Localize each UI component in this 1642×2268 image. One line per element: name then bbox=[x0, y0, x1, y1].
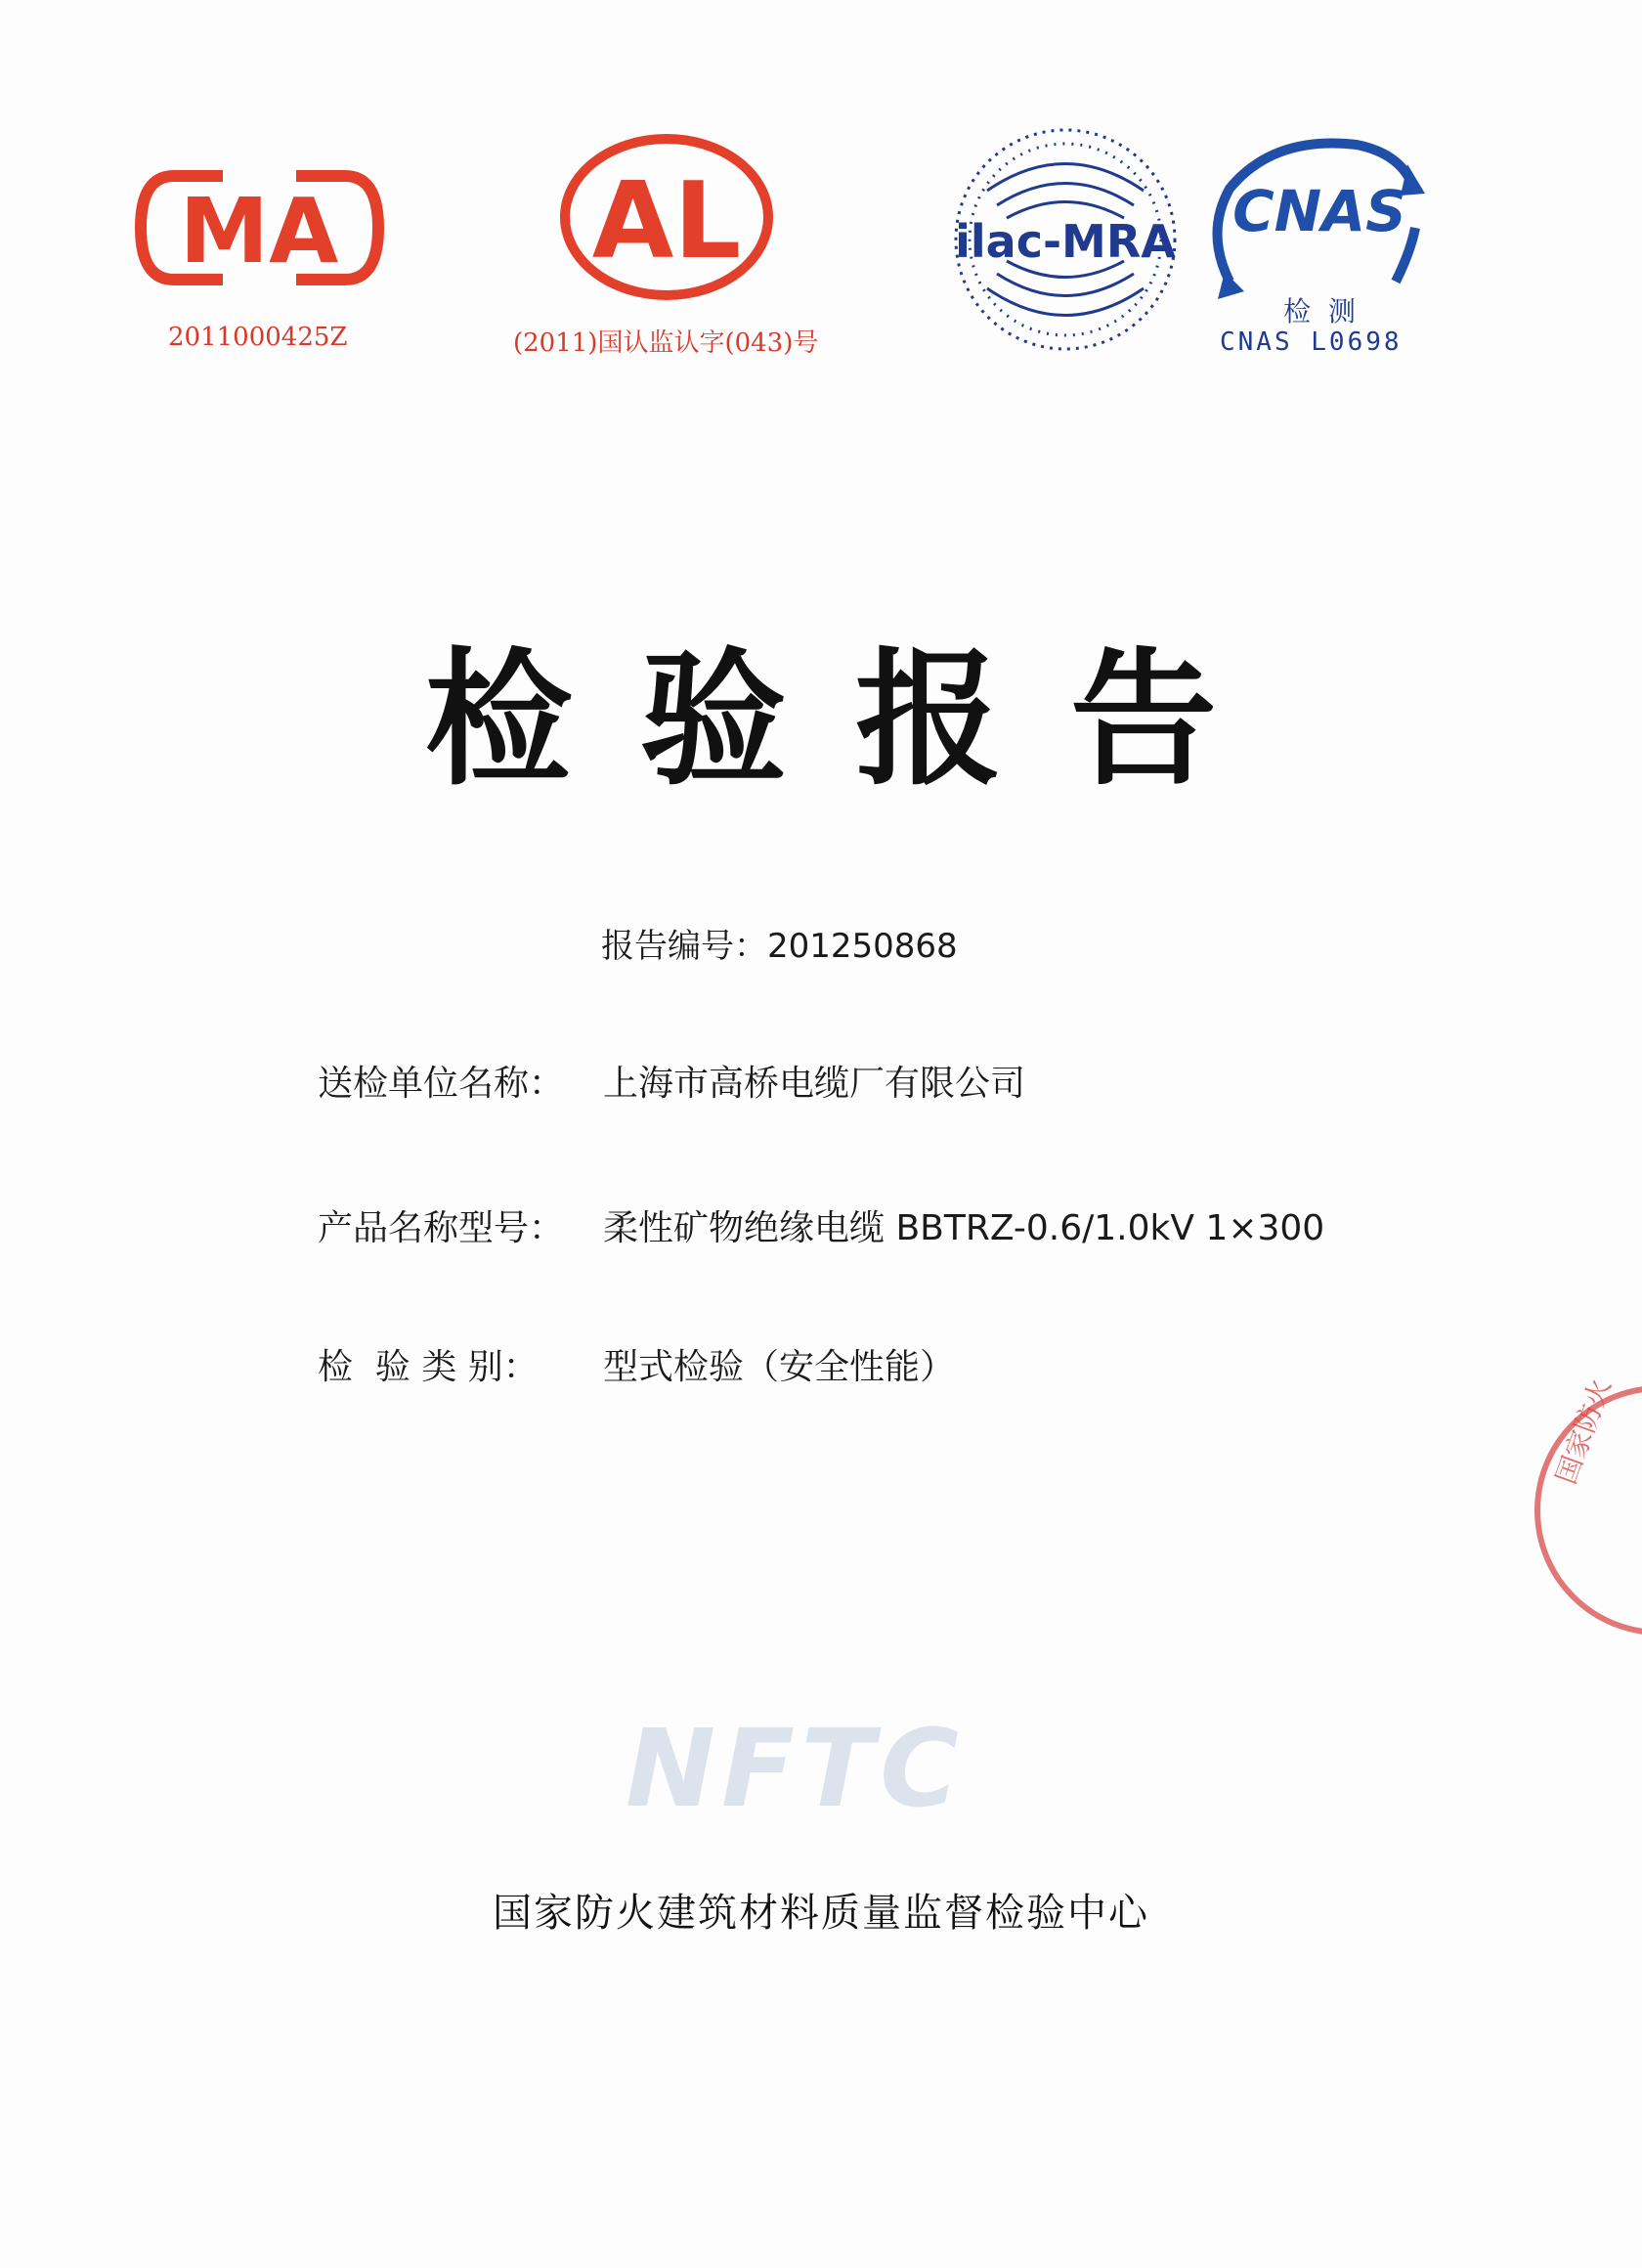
cnas-logo bbox=[1200, 135, 1425, 330]
field-client-label: 送检单位名称： bbox=[318, 1064, 565, 1104]
ilac-mra-logo bbox=[948, 122, 1183, 357]
field-product bbox=[318, 1200, 1324, 1250]
field-type-value: 型式检验（安全性能） bbox=[603, 1347, 956, 1387]
field-product-value: 柔性矿物绝缘电缆 BBTRZ-0.6/1.0kV 1×300 bbox=[603, 1208, 1325, 1248]
cal-logo bbox=[557, 132, 777, 303]
report-number: 报告编号：201250868 bbox=[601, 927, 958, 966]
seal-text: 国家防火 bbox=[1549, 1374, 1618, 1489]
field-client bbox=[318, 1056, 1025, 1106]
field-product-label: 产品名称型号： bbox=[318, 1208, 565, 1248]
cma-logo-text: MA bbox=[179, 179, 339, 284]
field-client-value: 上海市高桥电缆厂有限公司 bbox=[603, 1064, 1026, 1104]
issuer-name: 国家防火建筑材料质量监督检验中心 bbox=[493, 1891, 1149, 1936]
field-type bbox=[318, 1339, 955, 1389]
page-title: 检验报告 bbox=[424, 635, 1285, 806]
cma-number: 2011000425Z bbox=[168, 323, 348, 352]
nftc-watermark: NFTC bbox=[626, 1706, 965, 1831]
cal-number: (2011)国认监认字(043)号 bbox=[513, 328, 819, 358]
cma-logo bbox=[135, 164, 384, 291]
official-seal bbox=[1513, 1369, 1642, 1652]
cal-logo-text: AL bbox=[591, 160, 742, 283]
field-type-label: 检 验 类 别： bbox=[318, 1347, 539, 1387]
cnas-code: CNAS L0698 bbox=[1220, 327, 1403, 357]
cnas-logo-text: CNAS bbox=[1232, 178, 1406, 244]
cnas-sub-text: 检 测 bbox=[1283, 295, 1356, 327]
ilac-mra-text: ilac-MRA bbox=[955, 215, 1176, 268]
